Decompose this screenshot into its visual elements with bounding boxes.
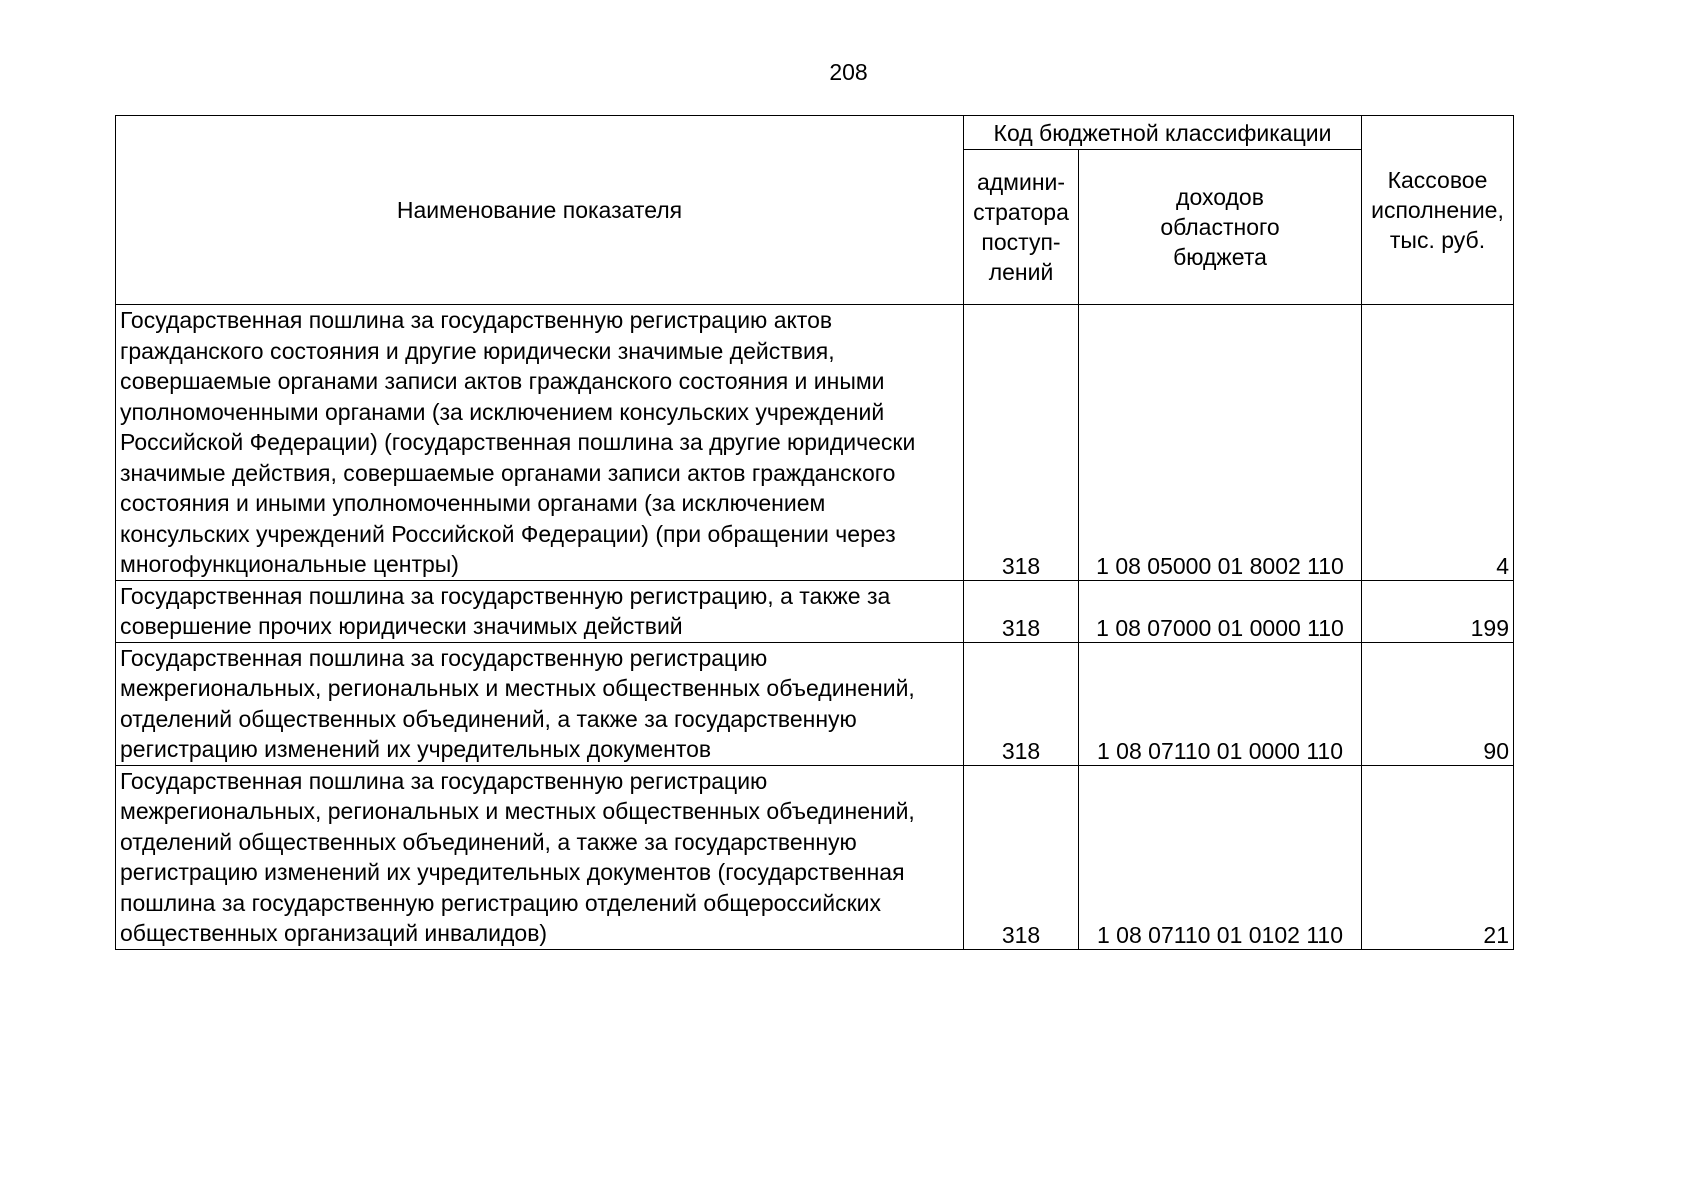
row-name: Государственная пошлина за государственную регистрацию актов гражданского состояния и другие юридически значимые действия, совершаемые органами записи актов гражданского состояния и иными уполномоченными органами (за исключением консульских учреждений Российской Федерации) (государственная пошлина за другие юридически значимые действия, совершаемые органами записи актов гражданского состояния и иными уполномоченными органами (за исключением консульских учреждений Российской Федерации) (при обращении через многофункциональные центры) [116, 305, 964, 581]
row-revenue-code: 1 08 07110 01 0000 110 [1079, 642, 1362, 765]
table-body [116, 305, 1514, 950]
row-revenue-code: 1 08 07110 01 0102 110 [1079, 765, 1362, 949]
header-row-top [116, 116, 1514, 150]
row-amount: 4 [1362, 305, 1514, 581]
table-row [116, 580, 1514, 642]
row-amount: 21 [1362, 765, 1514, 949]
row-admin-code: 318 [964, 580, 1079, 642]
row-name: Государственная пошлина за государственную регистрацию межрегиональных, региональных и местных общественных объединений, отделений общественных объединений, а также за государственную регистрацию изменений их учредительных документов [116, 642, 964, 765]
row-revenue-code: 1 08 07000 01 0000 110 [1079, 580, 1362, 642]
table-header [116, 116, 1514, 305]
header-code-group: Код бюджетной классификации [964, 116, 1362, 150]
row-name: Государственная пошлина за государственную регистрацию, а также за совершение прочих юридически значимых действий [116, 580, 964, 642]
row-admin-code: 318 [964, 305, 1079, 581]
row-admin-code: 318 [964, 642, 1079, 765]
row-name: Государственная пошлина за государственную регистрацию межрегиональных, региональных и местных общественных объединений, отделений общественных объединений, а также за государственную регистрацию изменений их учредительных документов (государственная пошлина за государственную регистрацию отделений общероссийских общественных организаций инвалидов) [116, 765, 964, 949]
table-row [116, 642, 1514, 765]
header-name: Наименование показателя [116, 116, 964, 305]
page-number: 208 [829, 59, 868, 85]
budget-table [115, 115, 1514, 950]
row-amount: 199 [1362, 580, 1514, 642]
header-revenue-code: доходов областного бюджета [1079, 150, 1362, 305]
row-amount: 90 [1362, 642, 1514, 765]
table-row [116, 305, 1514, 581]
header-admin-code: админи- стратора поступ- лений [964, 150, 1079, 305]
row-revenue-code: 1 08 05000 01 8002 110 [1079, 305, 1362, 581]
header-amount: Кассовое исполнение, тыс. руб. [1362, 116, 1514, 305]
row-admin-code: 318 [964, 765, 1079, 949]
table-row [116, 765, 1514, 949]
